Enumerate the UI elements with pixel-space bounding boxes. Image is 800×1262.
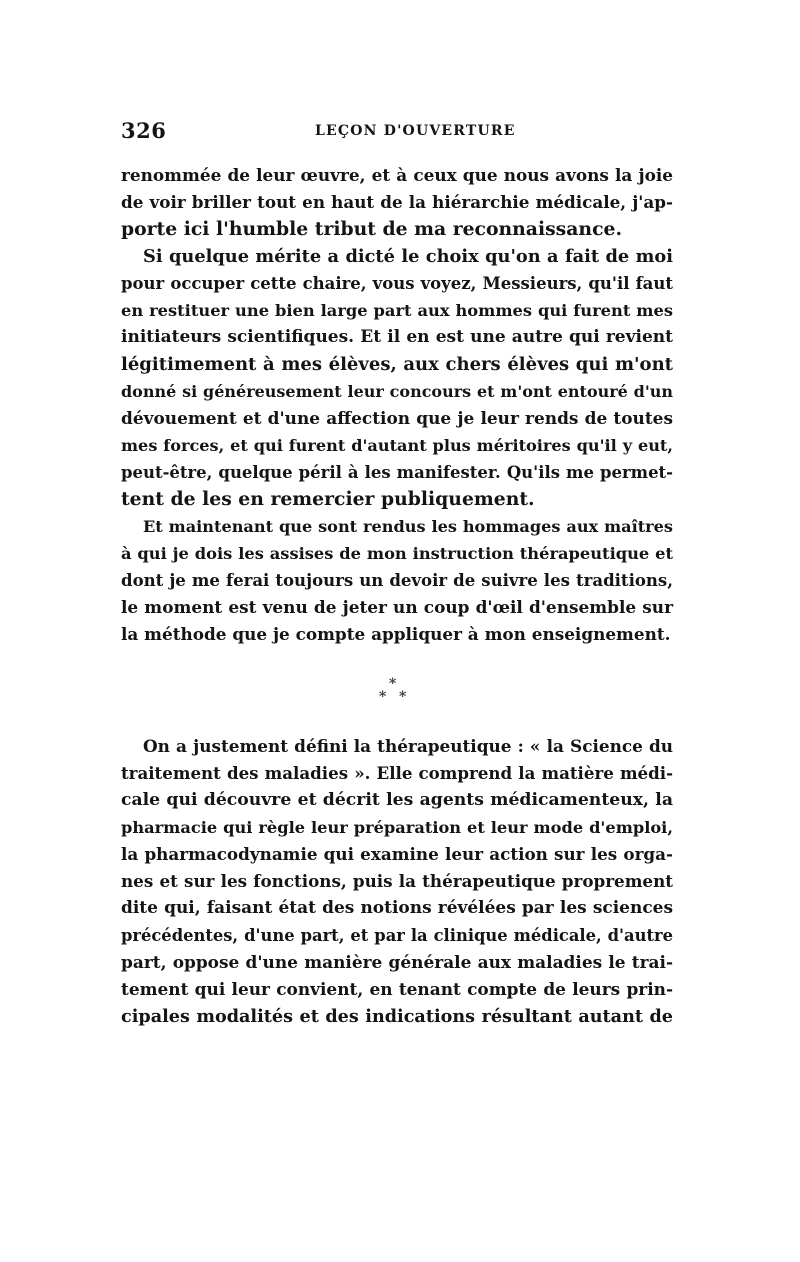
text-line: mes forces, et qui furent d'autant plus méritoires qu'il y eut, (121, 436, 673, 455)
text-line: traitement des maladies ». Elle comprend la matière médi- (121, 763, 673, 783)
text-line: dite qui, faisant état des notions révélées par les sciences (121, 898, 673, 918)
asterism-star: * (399, 689, 407, 705)
asterism-star: * (389, 676, 397, 692)
asterism-divider (376, 676, 416, 712)
text-line: la pharmacodynamie qui examine leur action sur les orga- (121, 844, 673, 864)
page-header (121, 118, 673, 148)
text-line: Et maintenant que sont rendus les hommages aux maîtres (143, 517, 673, 536)
text-line: la méthode que je compte appliquer à mon enseignement. (121, 624, 671, 644)
text-line: en restituer une bien large part aux hommes qui furent mes (121, 301, 673, 320)
text-line: part, oppose d'une manière générale aux maladies le trai- (121, 952, 673, 972)
text-line: tent de les en remercier publiquement. (121, 488, 535, 510)
text-line: On a justement défini la thérapeutique : « la Science du (143, 736, 673, 756)
asterism-star: * (379, 689, 387, 705)
running-title: LEÇON D'OUVERTURE (315, 123, 516, 139)
text-line: légitimement à mes élèves, aux chers élèves qui m'ont (121, 354, 673, 375)
text-line: initiateurs scientifiques. Et il en est une autre qui revient (121, 327, 673, 347)
text-line: à qui je dois les assises de mon instruction thérapeutique et (121, 544, 673, 563)
text-line: de voir briller tout en haut de la hiérarchie médicale, j'ap- (121, 192, 673, 212)
text-line: cipales modalités et des indications résultant autant de (121, 1006, 673, 1027)
text-line: pharmacie qui règle leur préparation et leur mode d'emploi, (121, 818, 673, 837)
text-block-top (121, 162, 673, 648)
page-number: 326 (121, 118, 167, 143)
text-line: nes et sur les fonctions, puis la thérapeutique proprement (121, 871, 673, 891)
text-line: dévouement et d'une affection que je leur rends de toutes (121, 408, 673, 428)
text-line: précédentes, d'une part, et par la clinique médicale, d'autre (121, 926, 673, 945)
text-line: porte ici l'humble tribut de ma reconnaissance. (121, 218, 623, 240)
text-line: le moment est venu de jeter un coup d'œil d'ensemble sur (121, 597, 673, 617)
text-line: donné si généreusement leur concours et m'ont entouré d'un (121, 382, 673, 401)
text-line: cale qui découvre et décrit les agents médicamenteux, la (121, 790, 673, 810)
text-line: tement qui leur convient, en tenant compte de leurs prin- (121, 979, 673, 999)
text-line: dont je me ferai toujours un devoir de suivre les traditions, (121, 570, 673, 590)
text-line: renommée de leur œuvre, et à ceux que nous avons la joie (121, 165, 673, 185)
text-block-bottom (121, 733, 673, 1030)
text-line: Si quelque mérite a dicté le choix qu'on a fait de moi (143, 246, 673, 267)
text-line: pour occuper cette chaire, vous voyez, Messieurs, qu'il faut (121, 273, 673, 293)
text-line: peut-être, quelque péril à les manifester. Qu'ils me permet- (121, 463, 673, 482)
